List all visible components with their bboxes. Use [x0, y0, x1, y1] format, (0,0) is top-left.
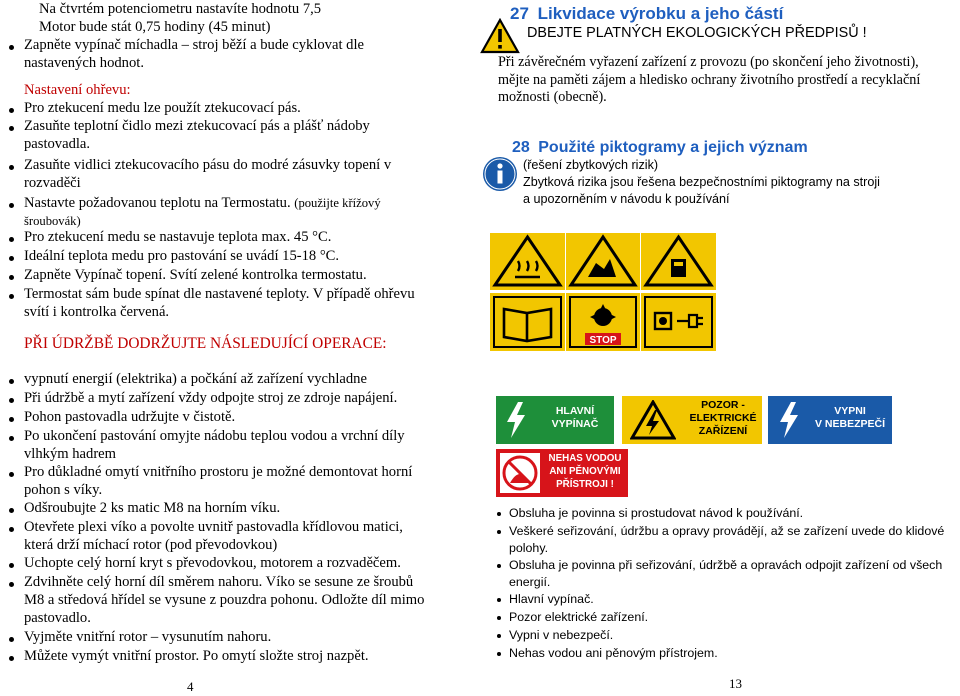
- bullet: [497, 564, 501, 568]
- sign-line: VYPNI: [834, 405, 866, 417]
- list-item: Zdvihněte celý horní díl směrem nahoru. Víko se sesune ze šroubů: [24, 574, 414, 590]
- section-27-heading: [510, 4, 783, 24]
- list-item-cont: pastovadla.: [24, 136, 91, 152]
- list-item: Hlavní vypínač.: [509, 592, 594, 606]
- sign-line: NEHAS VODOU: [548, 453, 622, 464]
- paragraph-line: Při závěrečném vyřazení zařízení z provozu (po skončení jeho životnosti),: [498, 54, 919, 70]
- info-icon: [482, 156, 518, 192]
- sign-line: ANI PĚNOVÝMI: [549, 466, 621, 477]
- bullet: [497, 634, 501, 638]
- bullet: [9, 656, 14, 661]
- maintenance-heading: PŘI ÚDRŽBĚ DODRŽUJTE NÁSLEDUJÍCÍ OPERACE:: [24, 335, 387, 352]
- pictogram-notes-list: [490, 505, 960, 665]
- list-item: vypnutí energií (elektrika) a počkání až zařízení vychladne: [24, 371, 367, 387]
- list-item: Můžete vymýt vnitřní prostor. Po omytí složte stroj nazpět.: [24, 648, 369, 664]
- list-item: Po ukončení pastování omyjte nádobu teplou vodou a vrchní díly: [24, 428, 405, 444]
- bullet: [497, 616, 501, 620]
- electric-danger-sign: [622, 396, 762, 444]
- screwdriver-note: (použijte křížový: [294, 196, 381, 210]
- list-item: Otevřete plexi víko a povolte uvnitř pastovadla křídlovou matici,: [24, 519, 403, 535]
- lightning-bolt-icon: [774, 400, 804, 440]
- bullet: [9, 45, 14, 50]
- list-item: Obsluha je povinna při seřizování, údržbě a opravách odpojit zařízení od všech: [509, 558, 943, 572]
- list-item-text: Nastavte požadovanou teplotu na Termostatu.: [24, 195, 291, 211]
- stop-label: STOP: [589, 335, 617, 346]
- list-item: Veškeré seřizování, údržbu a opravy provádějí, až se zařízení uvede do klidové: [509, 524, 945, 538]
- list-item-cont: svítí i kontrolka červená.: [24, 304, 170, 320]
- list-item: Pro ztekucení medu lze použít ztekucovací pás.: [24, 100, 301, 116]
- unplug-before-service-icon: [641, 293, 716, 351]
- paragraph-line: mějte na paměti zájem a hledisko ochrany životního prostředí a recyklační: [498, 71, 921, 88]
- list-item: Obsluha je povinna si prostudovat návod k používání.: [509, 506, 804, 520]
- warning-sign-grid: [490, 233, 716, 351]
- list-item: Při údržbě a mytí zařízení vždy odpojte stroj ze zdroje napájení.: [24, 390, 398, 406]
- intro-line: Motor bude stát 0,75 hodiny (45 minut): [39, 19, 271, 35]
- bullet: [497, 652, 501, 656]
- section-number: 28: [512, 139, 530, 156]
- sign-line: ZAŘÍZENÍ: [698, 425, 748, 437]
- section-title: Likvidace výrobku a jeho částí: [537, 4, 784, 23]
- hot-surface-warning-icon: [490, 233, 565, 290]
- sign-line: VYPÍNAČ: [551, 418, 599, 430]
- bullet: [497, 598, 501, 602]
- bullet: [9, 637, 14, 642]
- bullet: [9, 436, 14, 441]
- warning-triangle-icon: [480, 18, 520, 54]
- list-item: Termostat sám bude spínat dle nastavené teploty. V případě ohřevu: [24, 286, 415, 302]
- section-28-text: [523, 157, 880, 208]
- list-item: Zasuňte teplotní čidlo mezi ztekucovací pás a plášť nádoby: [24, 118, 370, 134]
- list-item: Pro důkladné omytí vnitřního prostoru je možné demontovat horní: [24, 464, 413, 480]
- bullet: [9, 108, 14, 113]
- subtitle: (řešení zbytkových rizik): [523, 158, 659, 172]
- bullet: [9, 472, 14, 477]
- electric-warning-icon: [630, 400, 676, 440]
- rotating-parts-stop-icon: [566, 293, 640, 351]
- list-item-cont: pohon s víky.: [24, 482, 103, 498]
- list-item: [24, 194, 381, 212]
- bullet: [9, 563, 14, 568]
- bullet: [497, 512, 501, 516]
- list-item: Pozor elektrické zařízení.: [509, 610, 649, 624]
- eco-warning: DBEJTE PLATNÝCH EKOLOGICKÝCH PŘEDPISŮ !: [527, 25, 867, 41]
- bullet: [9, 508, 14, 513]
- list-item-cont: energií.: [509, 575, 551, 589]
- section-title: Použité piktogramy a jejich význam: [538, 139, 808, 156]
- list-item: Vyjměte vnitřní rotor – vysunutím nahoru.: [24, 629, 272, 645]
- no-water-icon: [500, 453, 540, 493]
- read-instructions-book-icon: [490, 293, 565, 351]
- bullet: [9, 417, 14, 422]
- bullet: [9, 582, 14, 587]
- bullet: [9, 275, 14, 280]
- list-item-cont: vlhkým hadrem: [24, 446, 117, 462]
- screwdriver-note-cont: šroubovák): [24, 214, 81, 228]
- crush-hand-warning-icon: [566, 233, 640, 290]
- section-28-heading: [512, 138, 808, 158]
- section-number: 27: [510, 4, 529, 23]
- bullet: [9, 165, 14, 170]
- sign-line: HLAVNÍ: [555, 405, 595, 417]
- list-item: Odšroubujte 2 ks matic M8 na horním víku.: [24, 500, 281, 516]
- section-27-paragraph: [498, 54, 920, 107]
- sign-line: PŘÍSTROJI !: [556, 479, 614, 490]
- page-number: 13: [729, 676, 742, 691]
- list-item: Zapněte Vypínač topení. Svítí zelené kontrolka termostatu.: [24, 267, 367, 283]
- switch-off-danger-sign: [768, 396, 892, 444]
- sign-line: POZOR -: [701, 399, 745, 411]
- list-item: Nehas vodou ani pěnovým přístrojem.: [509, 646, 718, 660]
- list-item-cont: nastavených hodnot.: [24, 55, 144, 71]
- bullet: [9, 527, 14, 532]
- paragraph-line: možnosti (obecně).: [498, 89, 607, 105]
- list-item-cont: M8 a středová hřídel se vysune z pouzdra pohonu. Odložte díl mimo: [24, 592, 425, 608]
- list-item-cont: rozvaděči: [24, 175, 81, 191]
- heating-heading: Nastavení ohřevu:: [24, 82, 131, 98]
- bullet: [9, 379, 14, 384]
- sign-line: ELEKTRICKÉ: [689, 412, 757, 424]
- bullet: [497, 530, 501, 534]
- lightning-bolt-icon: [501, 400, 531, 440]
- list-item-cont: polohy.: [509, 541, 549, 555]
- read-manual-warning-icon: [641, 233, 716, 290]
- bullet: [9, 256, 14, 261]
- bullet: [9, 237, 14, 242]
- list-item: Ideální teplota medu pro pastování se uvádí 15-18 °C.: [24, 248, 340, 264]
- list-item: Vypni v nebezpečí.: [509, 628, 614, 642]
- bullet: [9, 398, 14, 403]
- list-item: Zasuňte vidlici ztekucovacího pásu do modré zásuvky topení v: [24, 157, 392, 173]
- list-item: Zapněte vypínač míchadla – stroj běží a bude cyklovat dle: [24, 37, 364, 53]
- list-item: Pohon pastovadla udržujte v čistotě.: [24, 409, 236, 425]
- bullet: [9, 294, 14, 299]
- main-switch-sign: [496, 396, 614, 444]
- list-item: Pro ztekucení medu se nastavuje teplota max. 45 °C.: [24, 229, 332, 245]
- sign-line: V NEBEZPEČÍ: [814, 418, 885, 430]
- page-number: 4: [187, 679, 194, 694]
- desc-line: Zbytková rizika jsou řešena bezpečnostními piktogramy na stroji: [523, 175, 880, 189]
- bullet: [9, 126, 14, 131]
- list-item: Uchopte celý horní kryt s převodovkou, motorem a rozvaděčem.: [24, 555, 401, 571]
- list-item-cont: která drží míchací rotor (pod převodovkou): [24, 537, 278, 553]
- intro-line: Na čtvrtém potenciometru nastavíte hodnotu 7,5: [39, 1, 322, 17]
- list-item-cont: pastovadlo.: [24, 610, 91, 626]
- no-water-extinguish-sign: [496, 449, 628, 497]
- desc-line: a upozorněním v návodu k používání: [523, 192, 730, 206]
- bullet: [9, 203, 14, 208]
